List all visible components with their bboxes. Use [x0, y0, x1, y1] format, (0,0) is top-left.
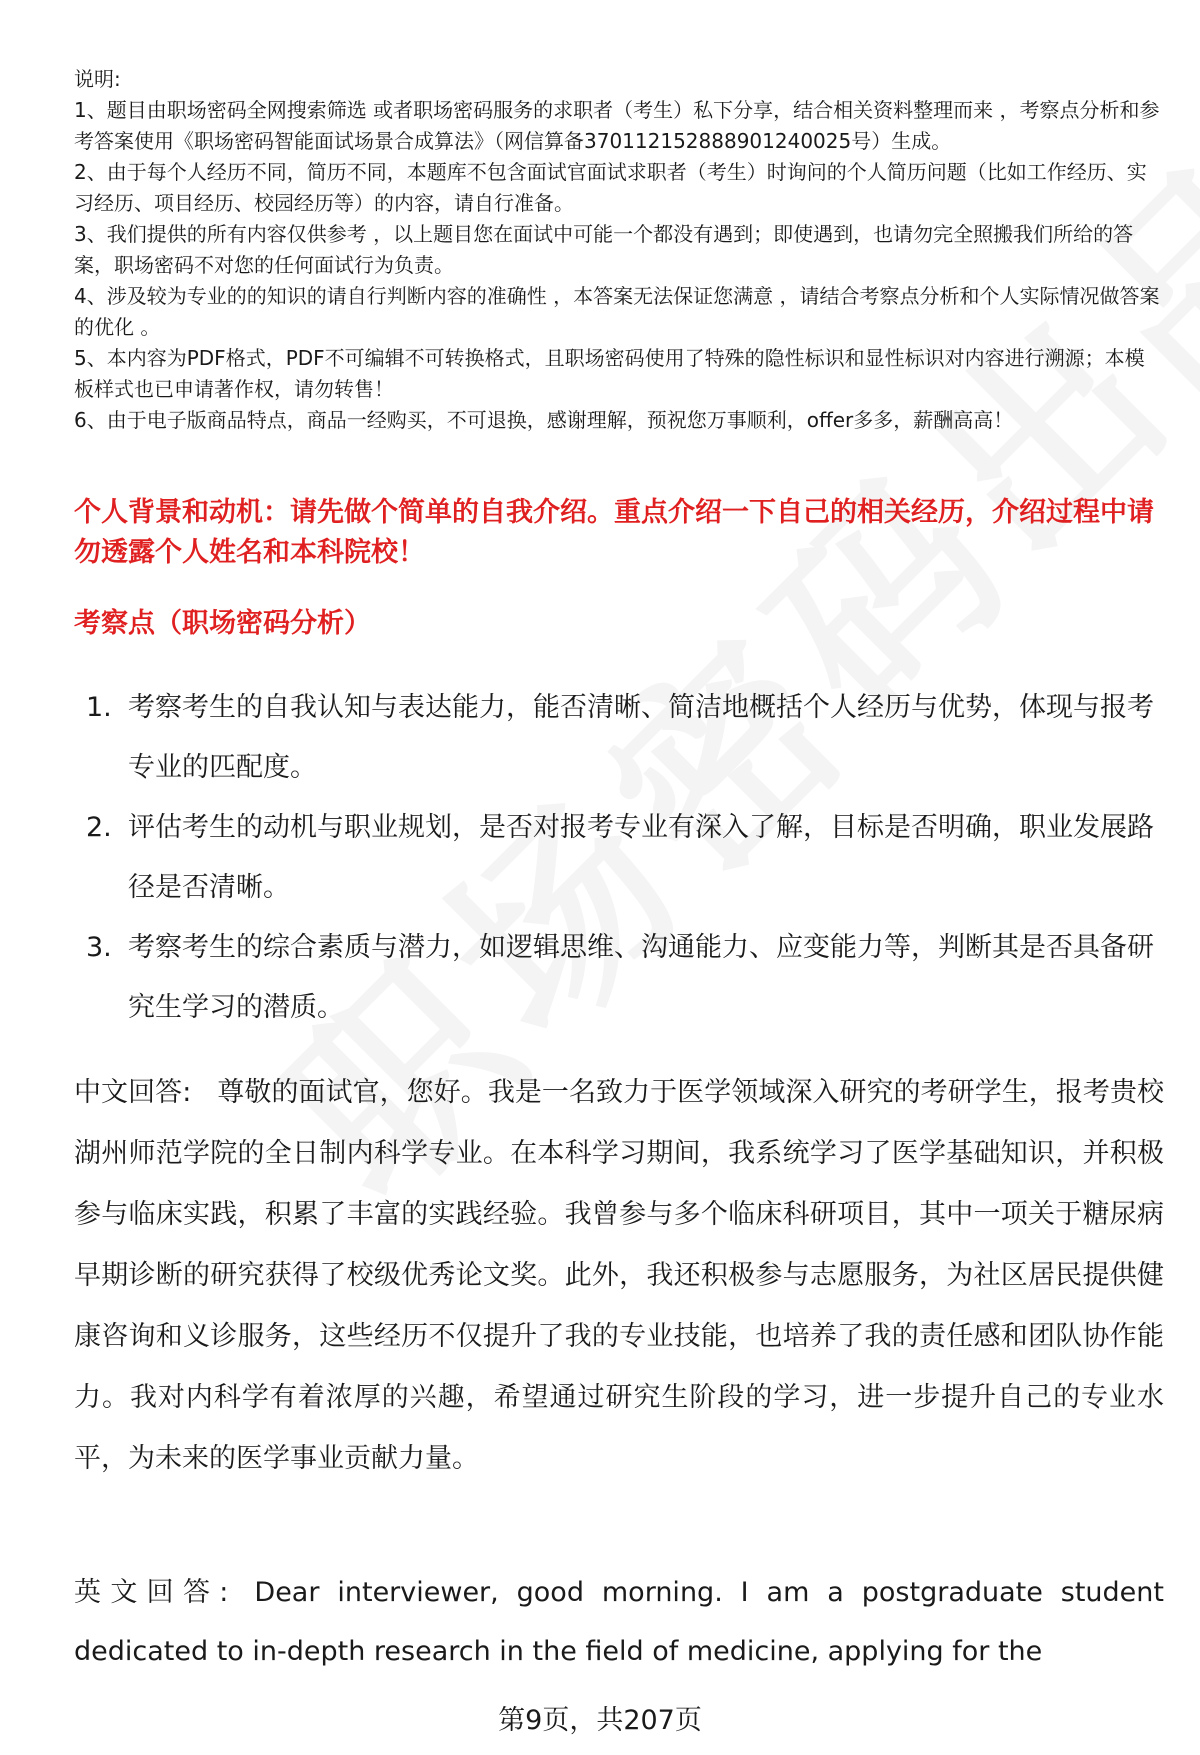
notes-section [74, 64, 1164, 436]
english-answer-label: 英文回答: [74, 1577, 229, 1608]
analysis-point-number: 1. [86, 692, 112, 723]
notes-heading: 说明: [74, 67, 121, 91]
chinese-answer-label: 中文回答: [74, 1077, 192, 1108]
analysis-point-text: 考察考生的综合素质与潜力，如逻辑思维、沟通能力、应变能力等，判断其是否具备研究生学习的潜质。 [128, 932, 1154, 1023]
analysis-point [74, 798, 1164, 918]
note-item-4: 4、涉及较为专业的的知识的请自行判断内容的准确性 ，本答案无法保证您满意 ，请结合考察点分析和个人实际情况做答案的优化 。 [74, 284, 1160, 339]
analysis-point [74, 918, 1164, 1038]
note-item-6: 6、由于电子版商品特点，商品一经购买，不可退换，感谢理解，预祝您万事顺利，offer多多，薪酬高高！ [74, 408, 1014, 432]
chinese-answer-text: 尊敬的面试官，您好。我是一名致力于医学领域深入研究的考研学生，报考贵校湖州师范学院的全日制内科学专业。在本科学习期间，我系统学习了医学基础知识，并积极参与临床实践，积累了丰富的实践经验。我曾参与多个临床科研项目，其中一项关于糖尿病早期诊断的研究获得了校级优秀论文奖。此外，我还积极参与志愿服务，为社区居民提供健康咨询和义诊服务，这些经历不仅提升了我的专业技能，也培养了我的责任感和团队协作能力。我对内科学有着浓厚的兴趣，希望通过研究生阶段的学习，进一步提升自己的专业水平，为未来的医学事业贡献力量。 [74, 1077, 1164, 1474]
analysis-point-number: 3. [86, 932, 112, 963]
analysis-point-number: 2. [86, 812, 112, 843]
analysis-point [74, 678, 1164, 798]
note-item-2: 2、由于每个人经历不同，简历不同，本题库不包含面试官面试求职者（考生）时询问的个人简历问题（比如工作经历、实习经历、项目经历、校园经历等）的内容，请自行准备。 [74, 160, 1147, 215]
analysis-point-text: 评估考生的动机与职业规划，是否对报考专业有深入了解，目标是否明确，职业发展路径是否清晰。 [128, 812, 1154, 903]
analysis-point-text: 考察考生的自我认知与表达能力，能否清晰、简洁地概括个人经历与优势，体现与报考专业的匹配度。 [128, 692, 1154, 783]
analysis-title: 考察点（职场密码分析） [74, 608, 371, 639]
note-item-1: 1、题目由职场密码全网搜索筛选 或者职场密码服务的求职者（考生）私下分享，结合相关资料整理而来 ，考察点分析和参考答案使用《职场密码智能面试场景合成算法》（网信算备370112152888901240025号）生成。 [74, 98, 1160, 153]
note-item-5: 5、本内容为PDF格式，PDF不可编辑不可转换格式，且职场密码使用了特殊的隐性标识和显性标识对内容进行溯源；本模板样式也已申请著作权，请勿转售！ [74, 346, 1145, 401]
note-item-3: 3、我们提供的所有内容仅供参考 ，以上题目您在面试中可能一个都没有遇到；即使遇到，也请勿完全照搬我们所给的答案，职场密码不对您的任何面试行为负责。 [74, 222, 1134, 277]
interview-question: 个人背景和动机：请先做个简单的自我介绍。重点介绍一下自己的相关经历，介绍过程中请勿透露个人姓名和本科院校！ [74, 497, 1154, 568]
chinese-answer [74, 1062, 1164, 1489]
page-number-footer: 第9页，共207页 [498, 1705, 702, 1736]
analysis-points-list [74, 678, 1164, 1038]
english-answer-text: Dear interviewer, good morning. I am a postgraduate student dedicated to in-depth research in the field of medicine, applying for the [74, 1577, 1164, 1667]
english-answer [74, 1563, 1164, 1681]
